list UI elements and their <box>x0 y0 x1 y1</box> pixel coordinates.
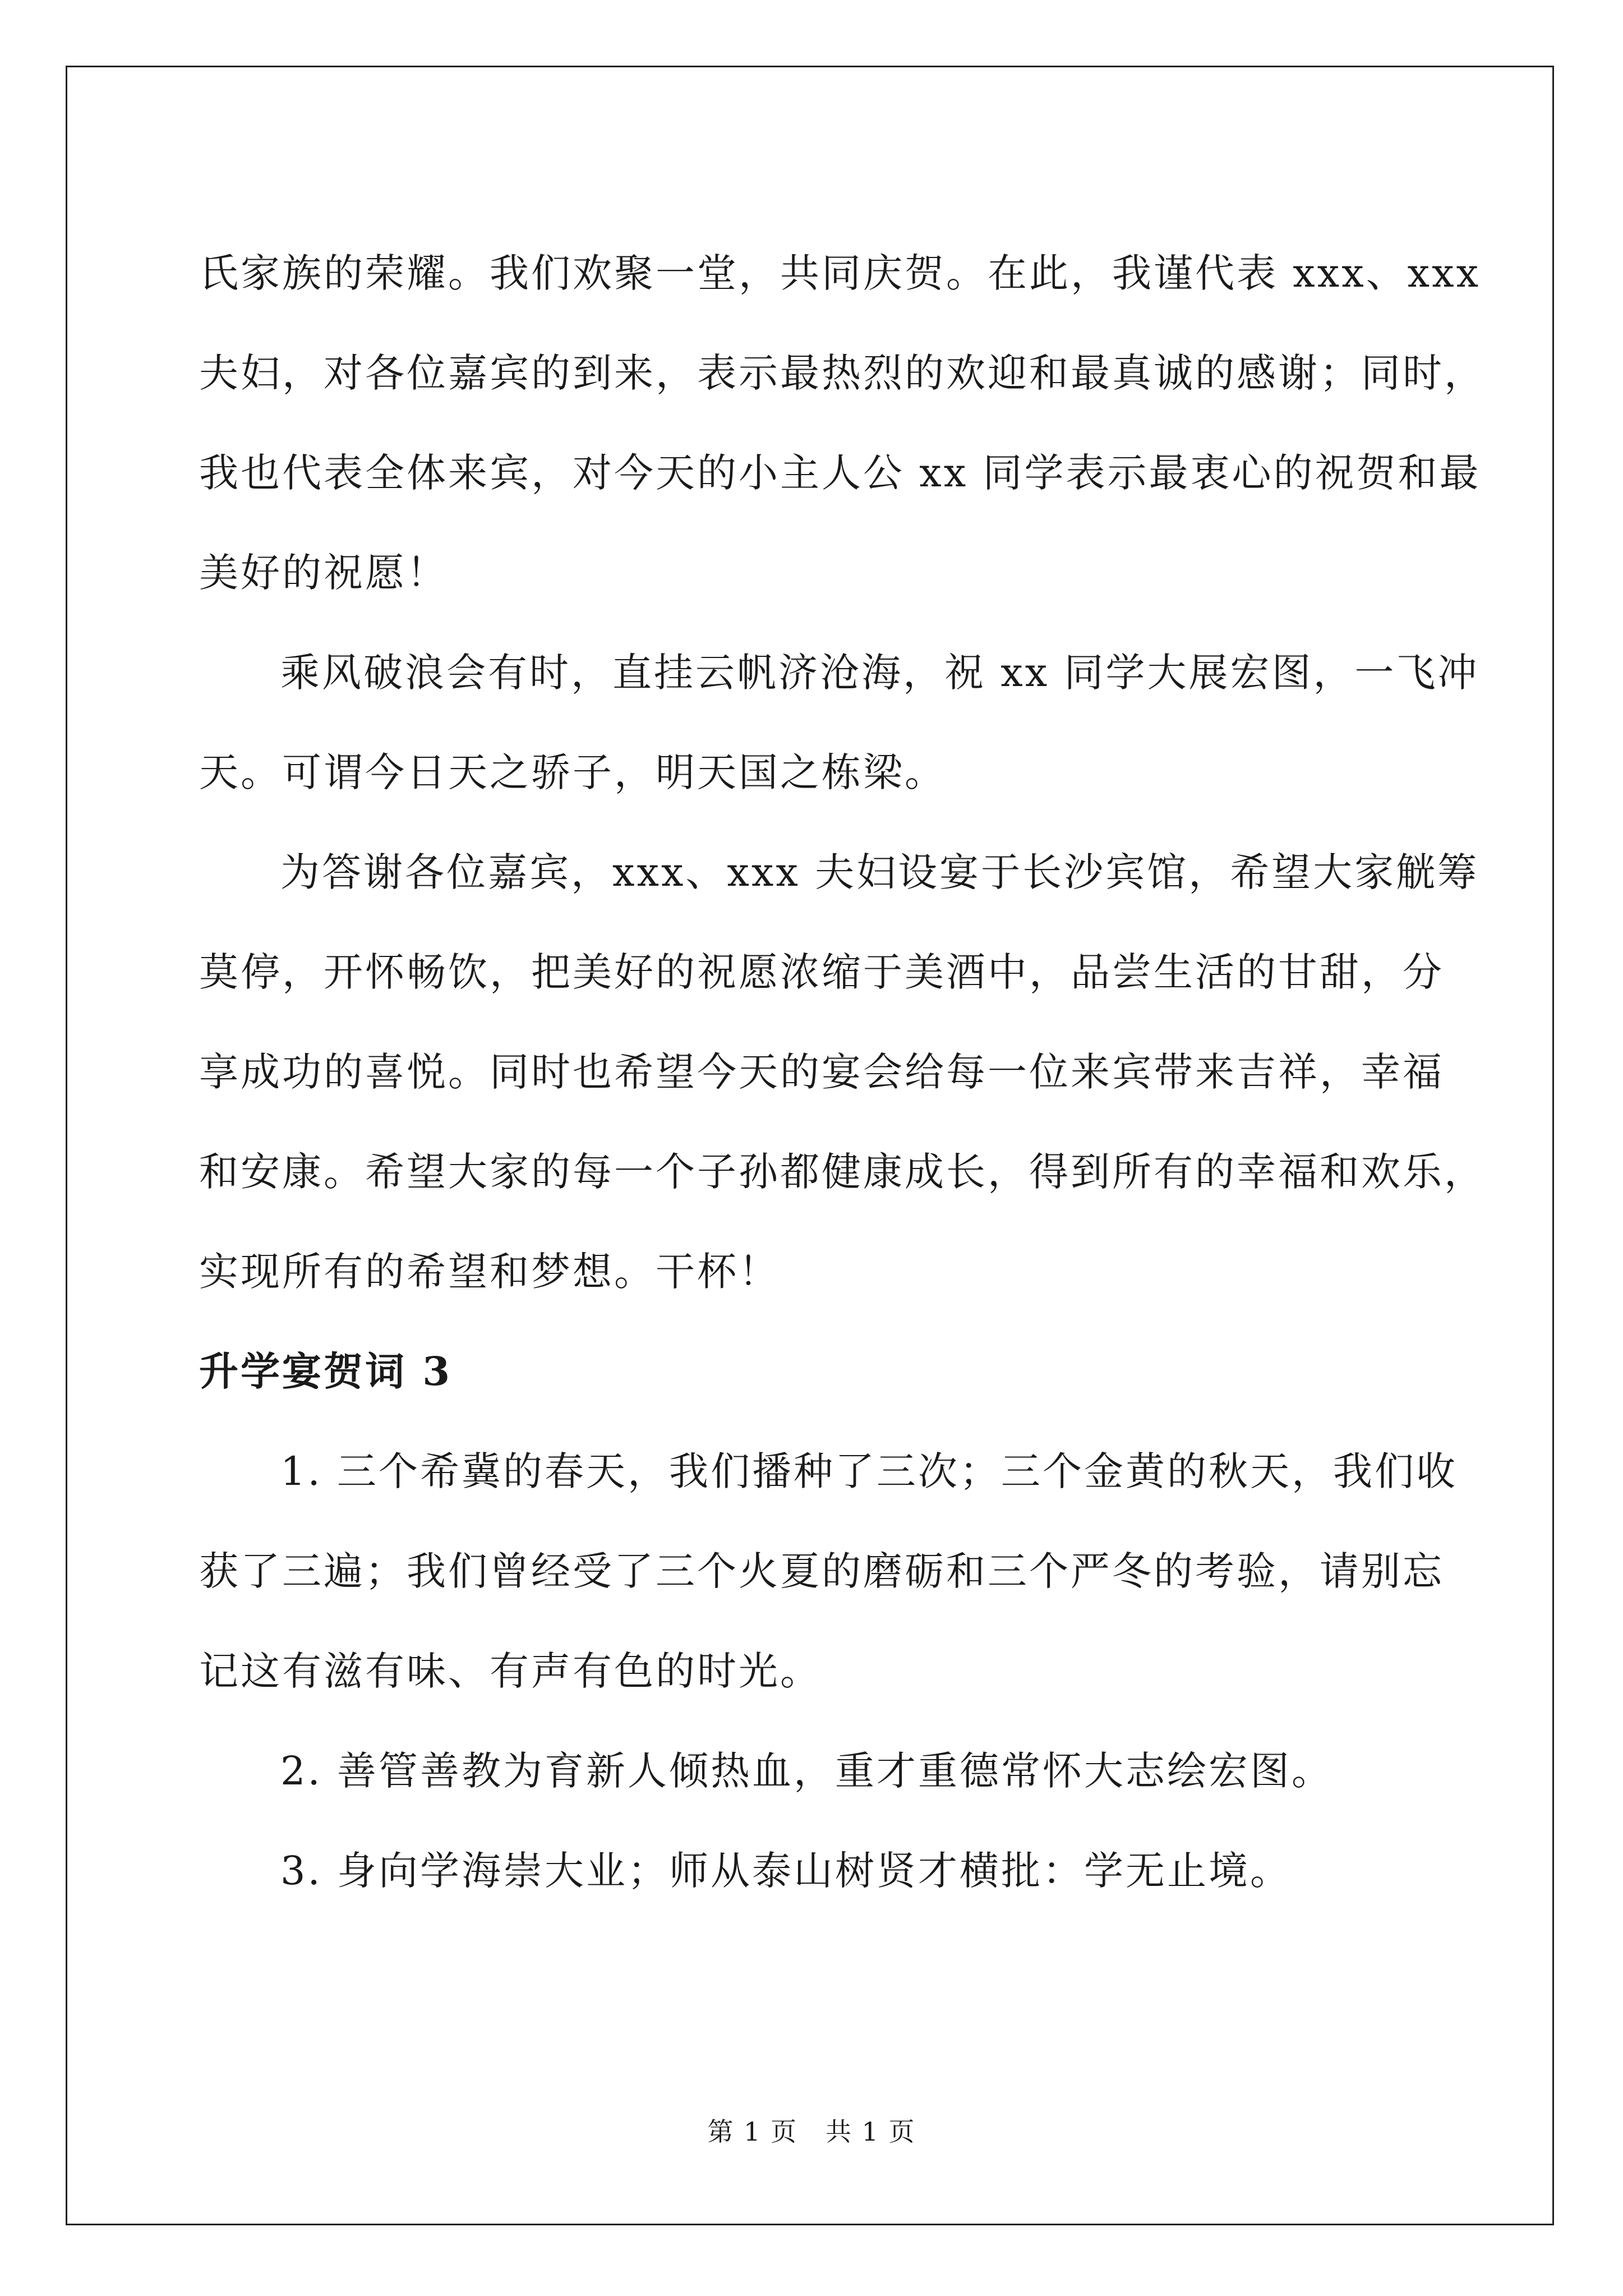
body-line: 实现所有的希望和梦想。干杯！ <box>199 1249 780 1295</box>
section-heading: 升学宴贺词 3 <box>199 1348 453 1395</box>
body-line: 莫停，开怀畅饮，把美好的祝愿浓缩于美酒中，品尝生活的甘甜，分 <box>199 949 1444 995</box>
body-line: 享成功的喜悦。同时也希望今天的宴会给每一位来宾带来吉祥，幸福 <box>199 1049 1444 1095</box>
body-line: 天。可谓今日天之骄子，明天国之栋梁。 <box>199 749 946 795</box>
body-line: 我也代表全体来宾，对今天的小主人公 xx 同学表示最衷心的祝贺和最 <box>199 450 1481 496</box>
page-footer <box>0 2115 1623 2148</box>
body-line: 美好的祝愿！ <box>199 550 448 596</box>
document-body <box>199 223 1486 1921</box>
section-line: 记这有滋有味、有声有色的时光。 <box>199 1648 822 1694</box>
section-line: 2. 善管善教为育新人倾热血，重才重德常怀大志绘宏图。 <box>280 1748 1334 1794</box>
section-line: 1. 三个希冀的春天，我们播种了三次；三个金黄的秋天，我们收 <box>280 1448 1458 1494</box>
page-number: 第 1 页 <box>707 2116 797 2147</box>
section-line: 3. 身向学海崇大业；师从泰山树贤才横批：学无止境。 <box>280 1848 1292 1894</box>
body-line: 夫妇，对各位嘉宾的到来，表示最热烈的欢迎和最真诚的感谢；同时， <box>199 350 1486 396</box>
page-total: 共 1 页 <box>826 2116 916 2147</box>
section-line: 获了三遍；我们曾经受了三个火夏的磨砺和三个严冬的考验，请别忘 <box>199 1548 1444 1594</box>
body-line: 氏家族的荣耀。我们欢聚一堂，共同庆贺。在此，我谨代表 xxx、xxx <box>199 250 1481 296</box>
body-line: 为答谢各位嘉宾，xxx、xxx 夫妇设宴于长沙宾馆，希望大家觥筹 <box>280 849 1479 895</box>
body-line: 乘风破浪会有时，直挂云帆济沧海，祝 xx 同学大展宏图，一飞冲 <box>280 650 1479 696</box>
body-line: 和安康。希望大家的每一个子孙都健康成长，得到所有的幸福和欢乐， <box>199 1149 1486 1195</box>
